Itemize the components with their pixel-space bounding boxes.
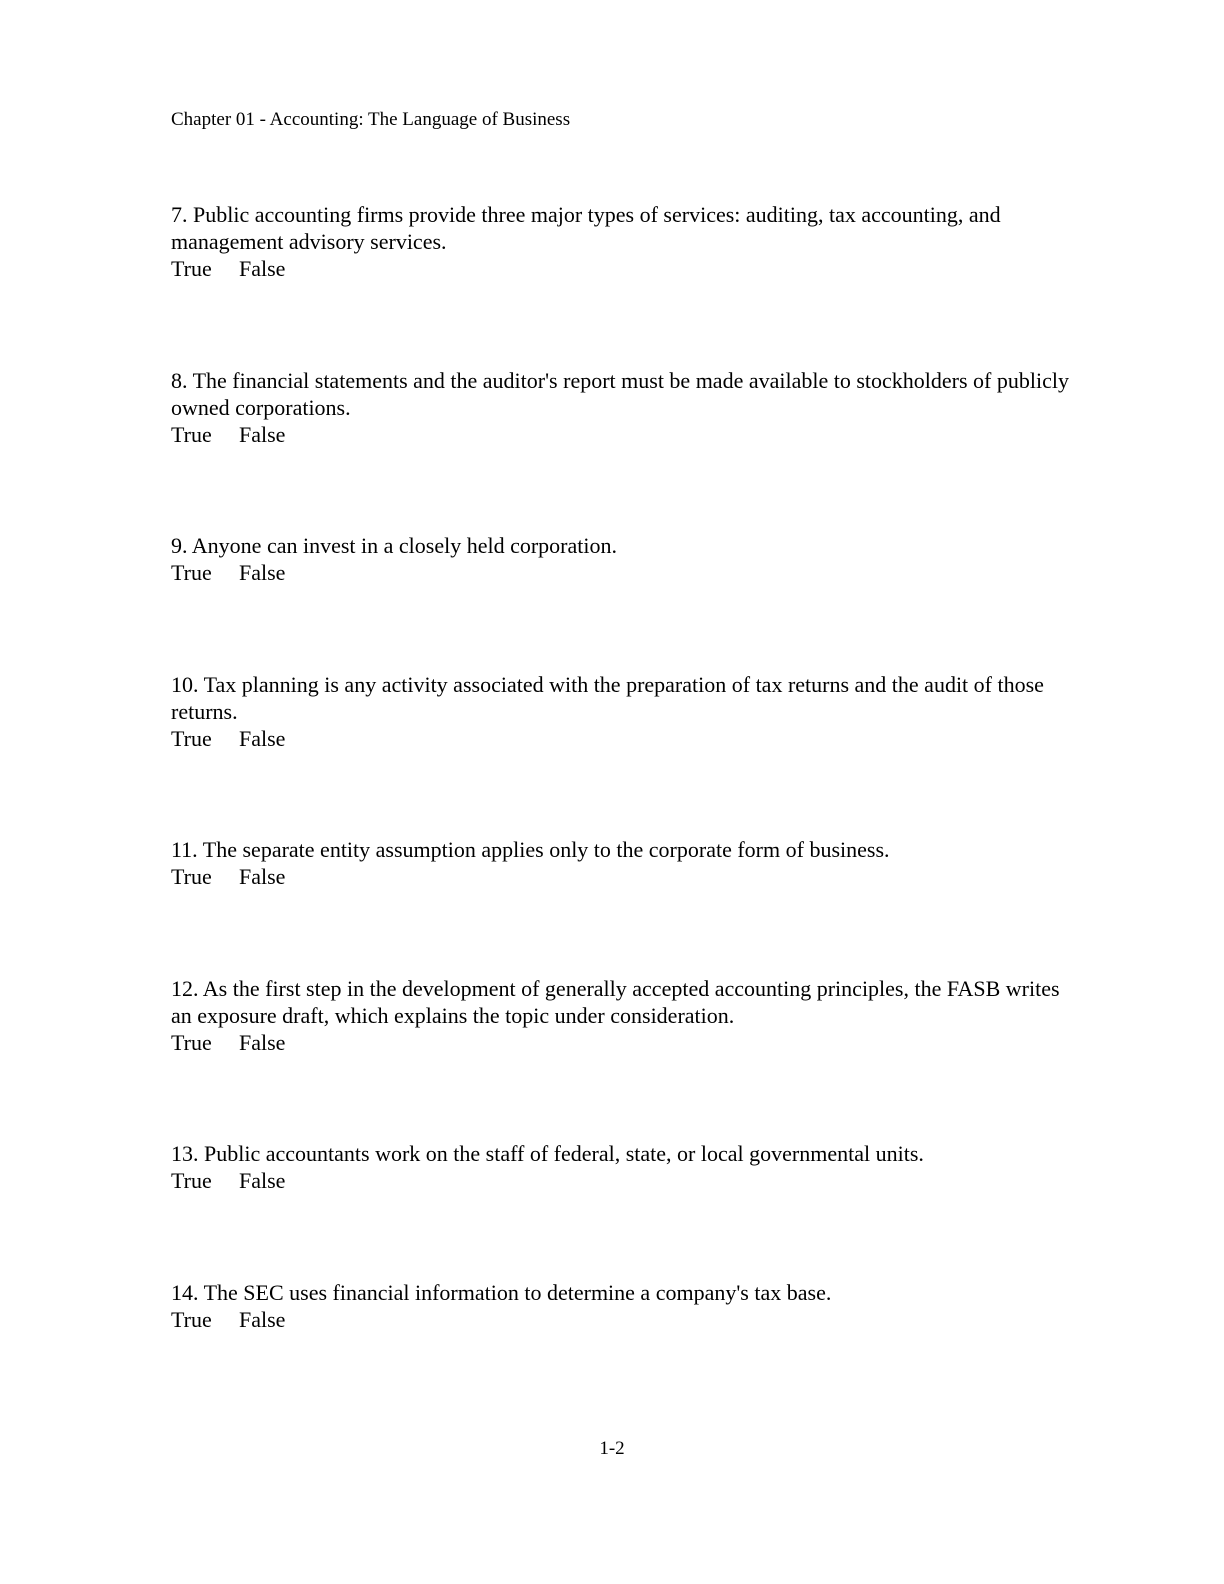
answer-options: [171, 255, 1071, 282]
question-text: 7. Public accounting firms provide three major types of services: auditing, tax accounting, and management advisory services.: [171, 202, 1001, 254]
question-8: [171, 367, 1071, 448]
answer-options: [171, 1306, 1071, 1333]
question-10: [171, 671, 1071, 752]
answer-options: [171, 421, 1071, 448]
question-text: 14. The SEC uses financial information to determine a company's tax base.: [171, 1280, 832, 1305]
answer-true[interactable]: True: [171, 560, 212, 585]
answer-true[interactable]: True: [171, 422, 212, 447]
answer-true[interactable]: True: [171, 726, 212, 751]
answer-false[interactable]: False: [239, 1307, 286, 1332]
question-text: 13. Public accountants work on the staff of federal, state, or local governmental units.: [171, 1141, 924, 1166]
question-text: 12. As the first step in the development of generally accepted accounting principles, the FASB writes an exposure draft, which explains the topic under consideration.: [171, 976, 1060, 1028]
answer-options: [171, 1167, 1071, 1194]
answer-true[interactable]: True: [171, 256, 212, 281]
question-12: [171, 975, 1071, 1056]
answer-options: [171, 725, 1071, 752]
question-7: [171, 201, 1071, 282]
answer-false[interactable]: False: [239, 256, 286, 281]
answer-true[interactable]: True: [171, 1307, 212, 1332]
answer-options: [171, 1029, 1071, 1056]
answer-options: [171, 863, 1071, 890]
question-13: [171, 1140, 1071, 1194]
question-text: 8. The financial statements and the auditor's report must be made available to stockholders of publicly owned corporations.: [171, 368, 1069, 420]
question-text: 10. Tax planning is any activity associated with the preparation of tax returns and the audit of those returns.: [171, 672, 1044, 724]
answer-false[interactable]: False: [239, 1168, 286, 1193]
question-text: 11. The separate entity assumption applies only to the corporate form of business.: [171, 837, 890, 862]
question-9: [171, 532, 1071, 586]
answer-false[interactable]: False: [239, 422, 286, 447]
answer-false[interactable]: False: [239, 726, 286, 751]
page-header: Chapter 01 - Accounting: The Language of Business: [171, 109, 571, 130]
answer-false[interactable]: False: [239, 560, 286, 585]
answer-true[interactable]: True: [171, 1168, 212, 1193]
question-14: [171, 1279, 1071, 1333]
answer-true[interactable]: True: [171, 864, 212, 889]
question-text: 9. Anyone can invest in a closely held corporation.: [171, 533, 617, 558]
answer-options: [171, 559, 1071, 586]
answer-false[interactable]: False: [239, 864, 286, 889]
answer-false[interactable]: False: [239, 1030, 286, 1055]
page-number: 1-2: [599, 1438, 625, 1459]
answer-true[interactable]: True: [171, 1030, 212, 1055]
question-11: [171, 836, 1071, 890]
